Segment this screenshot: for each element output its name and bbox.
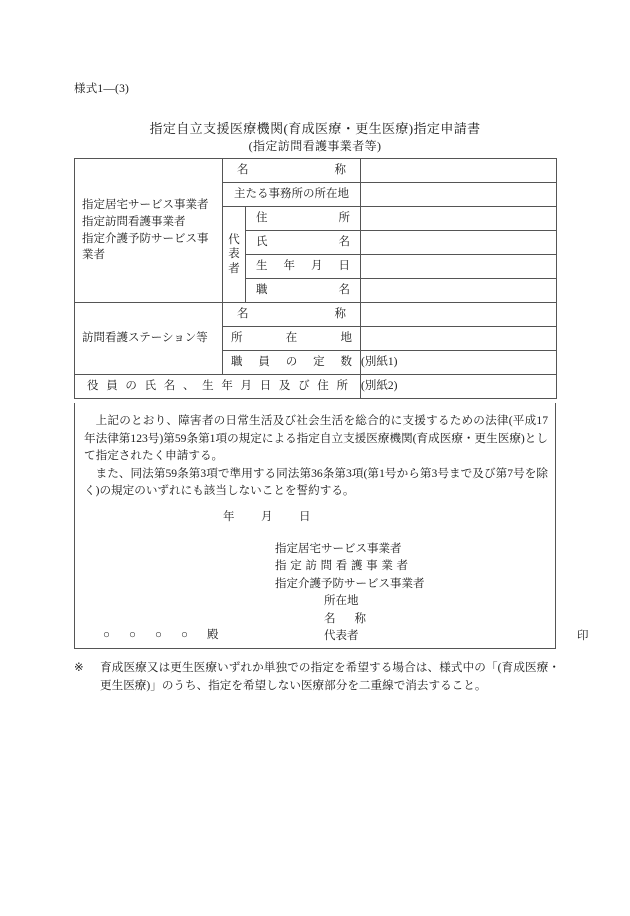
label-char: 定 — [313, 356, 325, 369]
representative-jobtitle-value[interactable] — [361, 279, 557, 303]
application-form-table — [74, 158, 557, 399]
label-char: 在 — [285, 332, 298, 345]
label-char: 所 — [336, 380, 348, 393]
form-number: 様式1―(3) — [74, 83, 130, 95]
label-char: 所 — [338, 212, 350, 225]
provider-name-value[interactable] — [361, 159, 557, 183]
footnote-mark: ※ — [74, 661, 84, 674]
signer-representative-label: 代表者 — [324, 630, 359, 643]
footnote-body — [74, 659, 560, 695]
addressee-line — [103, 626, 219, 642]
representative-name-label-cell — [246, 231, 361, 255]
station-name-value[interactable] — [361, 303, 557, 327]
provider-name-label-cell — [223, 159, 361, 183]
label-char: 看 — [335, 560, 348, 573]
pledge-text — [84, 412, 548, 500]
representative-name-label — [246, 235, 360, 249]
date-month-label: 月 — [261, 511, 273, 523]
label-char: 名 — [237, 308, 249, 321]
representative-birthdate-value[interactable] — [361, 255, 557, 279]
page-subtitle: (指定訪問看護事業者等) — [248, 139, 382, 153]
label-char: 所 — [231, 332, 243, 345]
signer-name-label — [324, 611, 366, 628]
station-address-label-cell — [223, 327, 361, 351]
label-char: 氏 — [256, 236, 268, 249]
label-char: 代 — [228, 233, 240, 246]
label-char: 名 — [338, 236, 350, 249]
label-char: 年 — [221, 380, 233, 393]
label-char: び — [298, 380, 310, 393]
label-char: 生 — [202, 380, 214, 393]
representative-address-label — [246, 211, 360, 225]
label-char: 住 — [256, 212, 268, 225]
representative-birthdate-label — [246, 259, 360, 273]
label-char: 及 — [278, 380, 291, 393]
provider-entity-line: 指定介護予防サービス事 — [82, 232, 209, 245]
station-address-label — [223, 331, 360, 345]
date-year-label: 年 — [223, 511, 235, 523]
label-char: 業 — [381, 560, 393, 573]
representative-jobtitle-label-cell — [246, 279, 361, 303]
station-name-label — [223, 307, 360, 321]
label-char: 員 — [258, 356, 270, 369]
label-char: 問 — [320, 560, 333, 573]
label-char: 称 — [334, 308, 346, 321]
label-char: 日 — [338, 260, 350, 273]
label-char: 名 — [163, 380, 176, 393]
signer-representative-field — [275, 628, 589, 645]
signer-block — [275, 541, 589, 646]
label-char: の — [125, 380, 137, 393]
provider-entity-line: 業者 — [82, 249, 105, 262]
label-char: 指 — [275, 560, 287, 573]
representative-address-label-cell — [246, 207, 361, 231]
signer-line-2-justified — [275, 558, 408, 575]
label-char: 者 — [228, 262, 240, 275]
label-char: 職 — [231, 356, 243, 369]
label-char: 名 — [237, 164, 249, 177]
provider-entity-label-cell — [75, 159, 223, 303]
addressee-circle: ○ — [181, 629, 188, 641]
provider-office-address-label: 主たる事務所の所在地 — [234, 188, 349, 201]
label-char: 月 — [311, 260, 323, 273]
station-staff-quota-value[interactable]: (別紙1) — [361, 351, 557, 375]
table-row — [75, 375, 557, 399]
label-char: 名 — [338, 284, 350, 297]
label-char: 者 — [396, 560, 408, 573]
addressee-circle: ○ — [129, 629, 136, 641]
label-char: 氏 — [144, 380, 157, 393]
footnote — [74, 659, 560, 695]
label-char: 事 — [366, 560, 378, 573]
officers-value[interactable]: (別紙2) — [361, 375, 557, 399]
representative-address-value[interactable] — [361, 207, 557, 231]
station-name-label-cell — [223, 303, 361, 327]
signer-address-label: 所在地 — [324, 595, 359, 608]
page-title: 指定自立支援医療機関(育成医療・更生医療)指定申請書 — [149, 121, 481, 136]
label-char: 年 — [283, 260, 295, 273]
seal-label: 印 — [577, 630, 589, 643]
station-staff-quota-label-cell — [223, 351, 361, 375]
provider-name-label — [223, 163, 360, 177]
label-char: 職 — [256, 284, 268, 297]
footnote-text: 育成医療又は更生医療いずれか単独での指定を希望する場合は、様式中の「(育成医療・更生医療)」のうち、指定を希望しない医療部分を二重線で消去すること。 — [100, 661, 560, 692]
representative-name-value[interactable] — [361, 231, 557, 255]
representative-label-cell — [223, 207, 246, 303]
officers-label — [75, 379, 360, 393]
label-char: 地 — [340, 332, 352, 345]
pledge-paragraph-1: 上記のとおり、障害者の日常生活及び社会生活を総合的に支援するための法律(平成17年法律第123号)第59条第1項の規定による指定自立支援医療機関(育成医療・更生医療)として指定されたく申請する。 — [84, 414, 548, 463]
provider-entity-line: 指定居宅サービス事業者 — [82, 199, 209, 212]
date-line[interactable] — [223, 508, 337, 524]
label-char: 日 — [259, 380, 272, 393]
label-char: 名 — [324, 612, 336, 625]
table-row — [75, 159, 557, 183]
date-day-label: 日 — [299, 511, 311, 523]
label-char: 、 — [182, 380, 195, 393]
addressee-circle: ○ — [103, 629, 110, 641]
station-address-value[interactable] — [361, 327, 557, 351]
pledge-and-signature-box — [74, 403, 589, 649]
label-char: 称 — [354, 612, 366, 625]
label-char: 訪 — [305, 560, 317, 573]
provider-office-address-value[interactable] — [361, 183, 557, 207]
label-char: 住 — [317, 380, 329, 393]
addressee-circle: ○ — [155, 629, 162, 641]
provider-entity-line: 指定訪問看護事業者 — [82, 215, 186, 228]
label-char: 員 — [106, 380, 118, 393]
signer-line-designated-preventive-care: 指定介護予防サービス事業者 — [275, 577, 425, 590]
representative-birthdate-label-cell — [246, 255, 361, 279]
representative-jobtitle-label — [246, 283, 360, 297]
signer-line-designated-visiting-nursing — [275, 558, 425, 575]
pledge-paragraph-2: また、同法第59条第3項で準用する同法第36条第3項(第1号から第3号まで及び第7号を除く)の規定のいずれにも該当しないことを誓約する。 — [84, 466, 548, 498]
station-entity-label-cell — [75, 303, 223, 375]
label-char: 生 — [256, 260, 268, 273]
provider-entity-label — [75, 197, 222, 264]
provider-office-address-label-cell — [223, 183, 361, 207]
officers-label-cell — [75, 375, 361, 399]
label-char: 月 — [240, 380, 252, 393]
signer-line-designated-home-service: 指定居宅サービス事業者 — [275, 543, 402, 555]
station-entity-label: 訪問看護ステーション等 — [82, 332, 208, 345]
table-row — [75, 303, 557, 327]
label-char: 数 — [340, 356, 352, 369]
label-char: の — [285, 356, 298, 369]
label-char: 役 — [87, 380, 99, 393]
label-char: 護 — [350, 560, 363, 573]
signer-name-field — [275, 611, 425, 628]
station-staff-quota-label — [223, 355, 360, 369]
addressee-honorific: 殿 — [207, 629, 219, 641]
label-char: 表 — [228, 248, 240, 261]
label-char: 称 — [334, 164, 346, 177]
label-char: 定 — [290, 560, 302, 573]
